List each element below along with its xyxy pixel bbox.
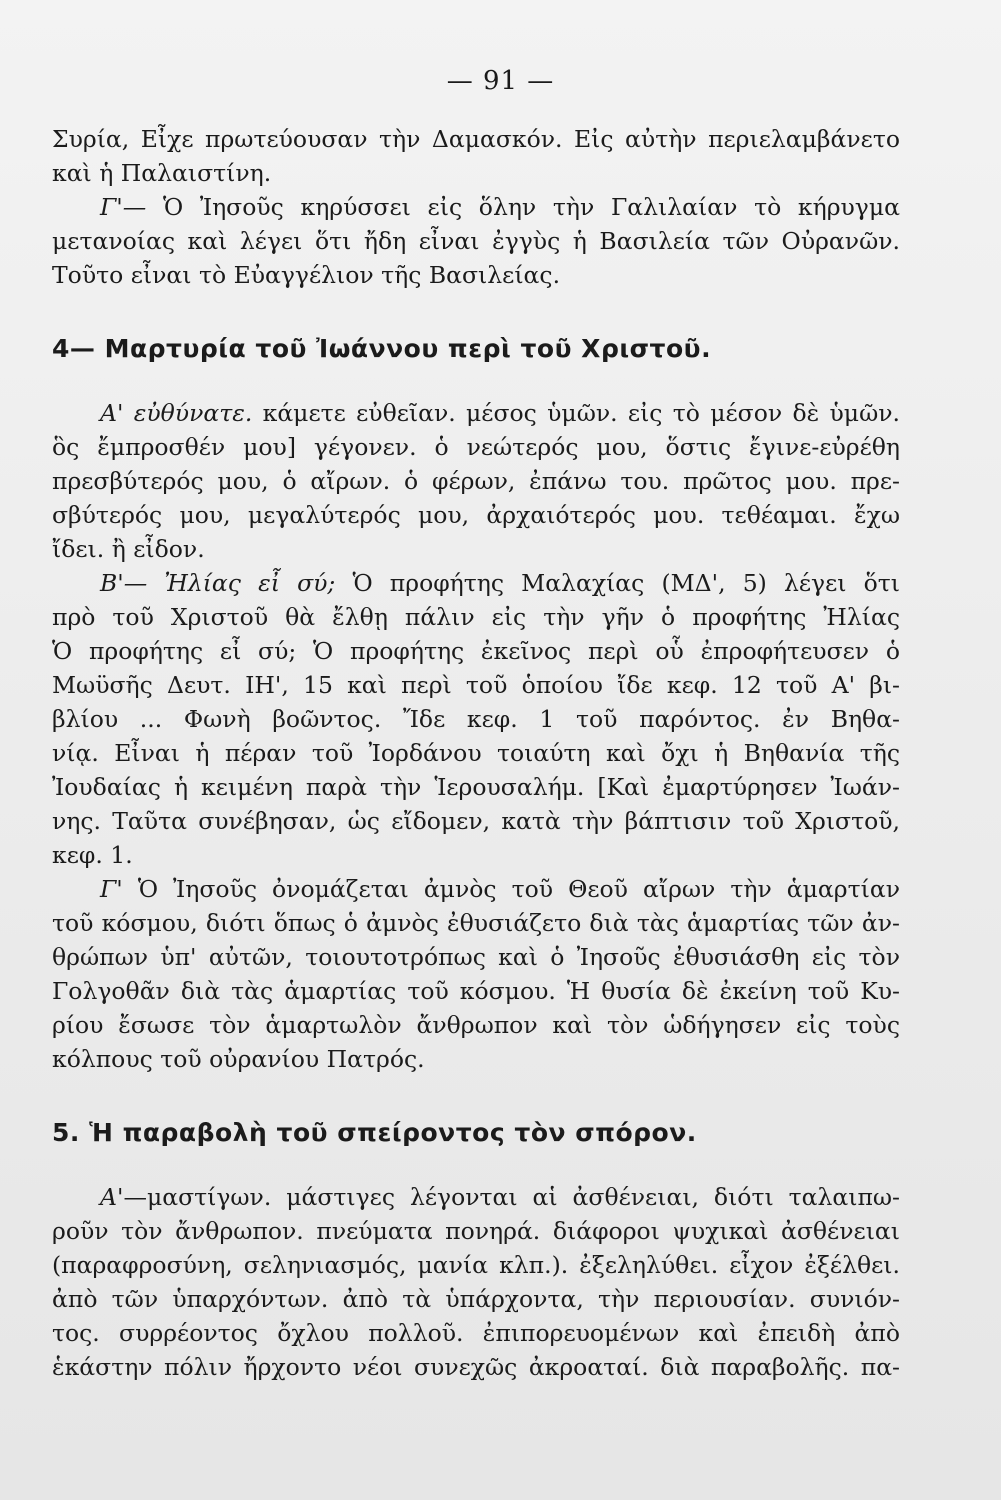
text-line: νίᾳ. Εἶναι ἡ πέραν τοῦ Ἰορδάνου τοιαύτη καὶ ὄχι ἡ Βηθανία τῆς bbox=[52, 739, 900, 767]
text-line: (παραφροσύνη, σεληνιασμός, μανία κλπ.). ἐξεληλύθει. εἶχον ἐξέλθει. bbox=[52, 1251, 900, 1279]
text-line bbox=[52, 872, 900, 906]
text-line: ἀπὸ τῶν ὑπαρχόντων. ἀπὸ τὰ ὑπάρχοντα, τὴν περιουσίαν. συνιόν- bbox=[52, 1285, 900, 1313]
section-heading-4: 4— Μαρτυρία τοῦ Ἰωάννου περὶ τοῦ Χριστοῦ. bbox=[52, 334, 712, 363]
text-span: Ὁ Ἰησοῦς ὀνομάζεται ἀμνὸς τοῦ Θεοῦ αἴρων τὴν ἁμαρτίαν bbox=[137, 875, 900, 903]
text-line bbox=[52, 190, 900, 224]
text-line: ἑκάστην πόλιν ἤρχοντο νέοι συνεχῶς ἀκροαταί. διὰ παραβολῆς. πα- bbox=[52, 1353, 900, 1381]
body-text bbox=[52, 122, 900, 1384]
text-span: Ὁ Ἰησοῦς κηρύσσει εἰς ὅλην τὴν Γαλιλαίαν τὸ κήρυγμα bbox=[162, 193, 900, 221]
text-line: πρεσβύτερός μου, ὁ αἴρων. ὁ φέρων, ἐπάνω του. πρῶτος μου. πρε- bbox=[52, 467, 900, 495]
text-line: νης. Ταῦτα συνέβησαν, ὡς εἴδομεν, κατὰ τὴν βάπτισιν τοῦ Χριστοῦ, bbox=[52, 807, 900, 835]
text-line: πρὸ τοῦ Χριστοῦ θὰ ἔλθῃ πάλιν εἰς τὴν γῆν ὁ προφήτης Ἠλίας bbox=[52, 603, 900, 631]
page-number: — 91 — bbox=[446, 66, 555, 96]
text-span: Ὁ προφήτης Μαλαχίας (ΜΔ', 5) λέγει ὅτι bbox=[352, 569, 900, 597]
text-line: ρίου ἔσωσε τὸν ἁμαρτωλὸν ἄνθρωπον καὶ τὸν ὡδήγησεν εἰς τοὺς bbox=[52, 1011, 900, 1039]
item-marker: Α' εὐθύνατε. bbox=[100, 399, 253, 427]
text-line: τοῦ κόσμου, διότι ὅπως ὁ ἀμνὸς ἐθυσιάζετο διὰ τὰς ἁμαρτίας τῶν ἀν- bbox=[52, 909, 900, 937]
spacer bbox=[52, 1150, 900, 1180]
text-line: ὃς ἔμπροσθέν μου] γέγονεν. ὁ νεώτερός μου, ὅστις ἔγινε-εὐρέθη bbox=[52, 433, 900, 461]
spacer bbox=[52, 366, 900, 396]
text-line: μετανοίας καὶ λέγει ὅτι ἤδη εἶναι ἐγγὺς ἡ Βασιλεία τῶν Οὐρανῶν. bbox=[52, 227, 900, 255]
text-line: θρώπων ὑπ' αὐτῶν, τοιουτοτρόπως καὶ ὁ Ἰησοῦς ἐθυσιάσθη εἰς τὸν bbox=[52, 943, 900, 971]
text-line bbox=[52, 396, 900, 430]
item-marker: Γ' bbox=[100, 875, 123, 903]
item-marker: Γ'— bbox=[100, 193, 147, 221]
spacer bbox=[52, 292, 900, 332]
text-line bbox=[52, 566, 900, 600]
text-line: καὶ ἡ Παλαιστίνη. bbox=[52, 159, 272, 187]
text-line: Γολγοθᾶν διὰ τὰς ἁμαρτίας τοῦ κόσμου. Ἡ θυσία δὲ ἐκείνη τοῦ Κυ- bbox=[52, 977, 900, 1005]
text-line: Τοῦτο εἶναι τὸ Εὐαγγέλιον τῆς Βασιλείας. bbox=[52, 261, 561, 289]
text-line: βλίου ... Φωνὴ βοῶντος. Ἴδε κεφ. 1 τοῦ παρόντος. ἐν Βηθα- bbox=[52, 705, 900, 733]
text-line: ροῦν τὸν ἄνθρωπον. πνεύματα πονηρά. διάφοροι ψυχικαὶ ἀσθένειαι bbox=[52, 1217, 900, 1245]
section-heading-5: 5. Ἡ παραβολὴ τοῦ σπείροντος τὸν σπόρον. bbox=[52, 1118, 697, 1147]
item-marker: Α' bbox=[100, 1183, 124, 1211]
text-line: Ἰουδαίας ἡ κειμένη παρὰ τὴν Ἱερουσαλήμ. [Καὶ ἐμαρτύρησεν Ἰωάν- bbox=[52, 773, 900, 801]
text-line: Συρία, Εἶχε πρωτεύουσαν τὴν Δαμασκόν. Εἰς αὐτὴν περιελαμβάνετο bbox=[52, 125, 900, 153]
text-line: Ὁ προφήτης εἶ σύ; Ὁ προφήτης ἐκεῖνος περὶ οὗ ἐπροφήτευσεν ὁ bbox=[52, 637, 900, 665]
text-line: τος. συρρέοντος ὄχλου πολλοῦ. ἐπιπορευομένων καὶ ἐπειδὴ ἀπὸ bbox=[52, 1319, 900, 1347]
text-line: ἴδει. ἢ εἶδον. bbox=[52, 535, 205, 563]
text-line: Μωϋσῆς Δευτ. ΙΗ', 15 καὶ περὶ τοῦ ὁποίου ἴδε κεφ. 12 τοῦ Α' βι- bbox=[52, 671, 900, 699]
spacer bbox=[52, 1076, 900, 1116]
text-line: σβύτερός μου, μεγαλύτερός μου, ἀρχαιότερός μου. τεθέαμαι. ἔχω bbox=[52, 501, 900, 529]
text-line: κεφ. 1. bbox=[52, 841, 133, 869]
text-span: κάμετε εὐθεῖαν. μέσος ὑμῶν. εἰς τὸ μέσον δὲ ὑμῶν. bbox=[262, 399, 900, 427]
item-marker: Β'— Ἠλίας εἶ σύ; bbox=[100, 569, 336, 597]
text-span: —μαστίγων. μάστιγες λέγονται αἱ ἀσθένειαι, διότι ταλαιπω- bbox=[123, 1183, 900, 1211]
text-line bbox=[52, 1180, 900, 1214]
text-line: κόλπους τοῦ οὐρανίου Πατρός. bbox=[52, 1045, 425, 1073]
